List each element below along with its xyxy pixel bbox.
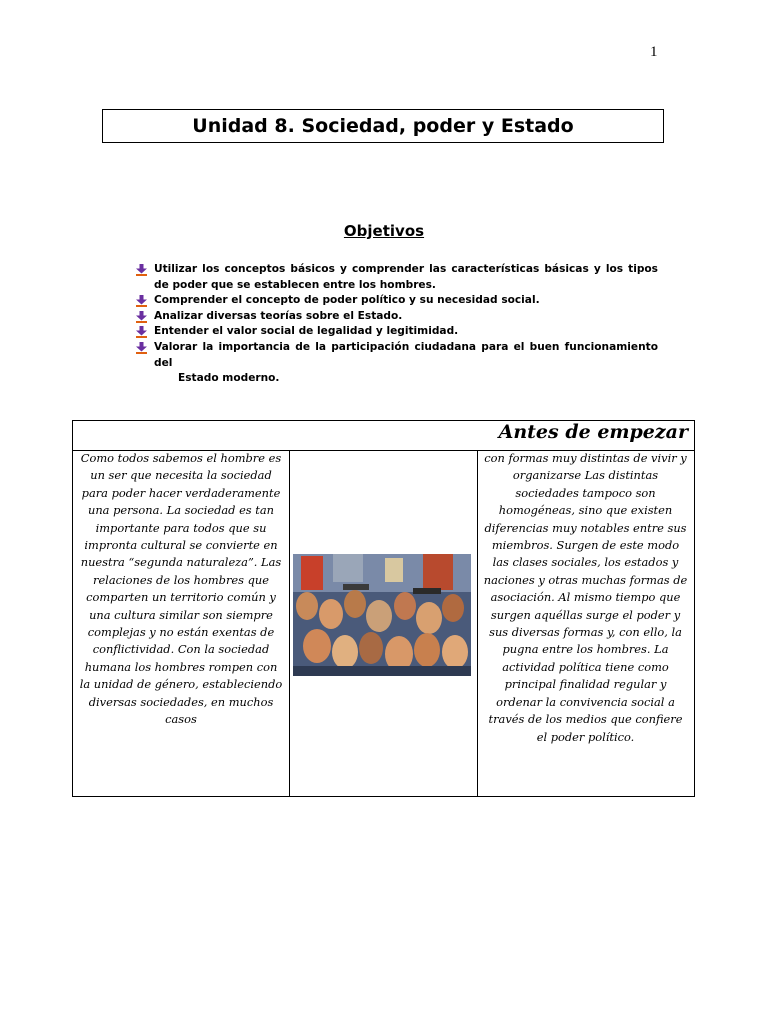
objective-text: Utilizar los conceptos básicos y comprender las características básicas y los tipos de poder que se establecen entre los hombres. [154, 263, 658, 291]
arrow-down-bullet-icon [135, 311, 148, 323]
title-box [102, 109, 664, 143]
arrow-down-bullet-icon [135, 295, 148, 307]
objective-item [132, 262, 658, 293]
section-heading: Antes de empezar [498, 421, 688, 443]
right-column-text: con formas muy distintas de vivir y organizarse Las distintas sociedades tampoco son homogéneas, sino que existen diferencias muy notables entre sus miembros. Surgen de este modo las clases sociales, los estados y naciones y otras muchas formas de asociación. Al mismo tiempo que surgen aquéllas surge el poder y sus diversas formas y, con ello, la pugna entre los hombres. La actividad política tiene como principal finalidad regular y ordenar la convivencia social a través de los medios que confiere el poder político. [483, 451, 688, 744]
unit-title: Unidad 8. Sociedad, poder y Estado [192, 115, 574, 137]
objectives-heading: Objetivos [343, 222, 425, 240]
right-column [477, 450, 694, 796]
left-column-text: Como todos sabemos el hombre es un ser que necesita la sociedad para poder hacer verdaderamente una persona. La sociedad es tan importante para todos que su impronta cultural se convierte en nuestra “segunda naturaleza”. Las relaciones de los hombres que comparten un territorio común y una cultura similar son siempre complejas y no están exentas de conflictividad. Con la sociedad humana los hombres rompen con la unidad de género, estableciendo diversas sociedades, en muchos casos [79, 451, 283, 727]
objective-item [132, 324, 658, 340]
arrow-down-bullet-icon [135, 264, 148, 276]
objective-continuation: Estado moderno. [178, 372, 280, 385]
intro-table [72, 420, 695, 797]
objective-item [132, 340, 658, 387]
page-number: 1 [650, 44, 658, 60]
arrow-down-bullet-icon [135, 326, 148, 338]
objective-text: Entender el valor social de legalidad y legitimidad. [154, 325, 459, 338]
crowd-painting-image [293, 554, 471, 676]
arrow-down-bullet-icon [135, 342, 148, 354]
objective-text: Comprender el concepto de poder político y su necesidad social. [154, 294, 540, 307]
objectives-list [132, 262, 658, 387]
table-header [73, 421, 694, 451]
objective-item [132, 293, 658, 309]
middle-column [289, 450, 478, 796]
objective-text: Analizar diversas teorías sobre el Estado. [154, 309, 403, 322]
objective-text: Valorar la importancia de la participación ciudadana para el buen funcionamiento del [154, 340, 658, 369]
objective-item [132, 309, 658, 325]
left-column [73, 450, 290, 796]
